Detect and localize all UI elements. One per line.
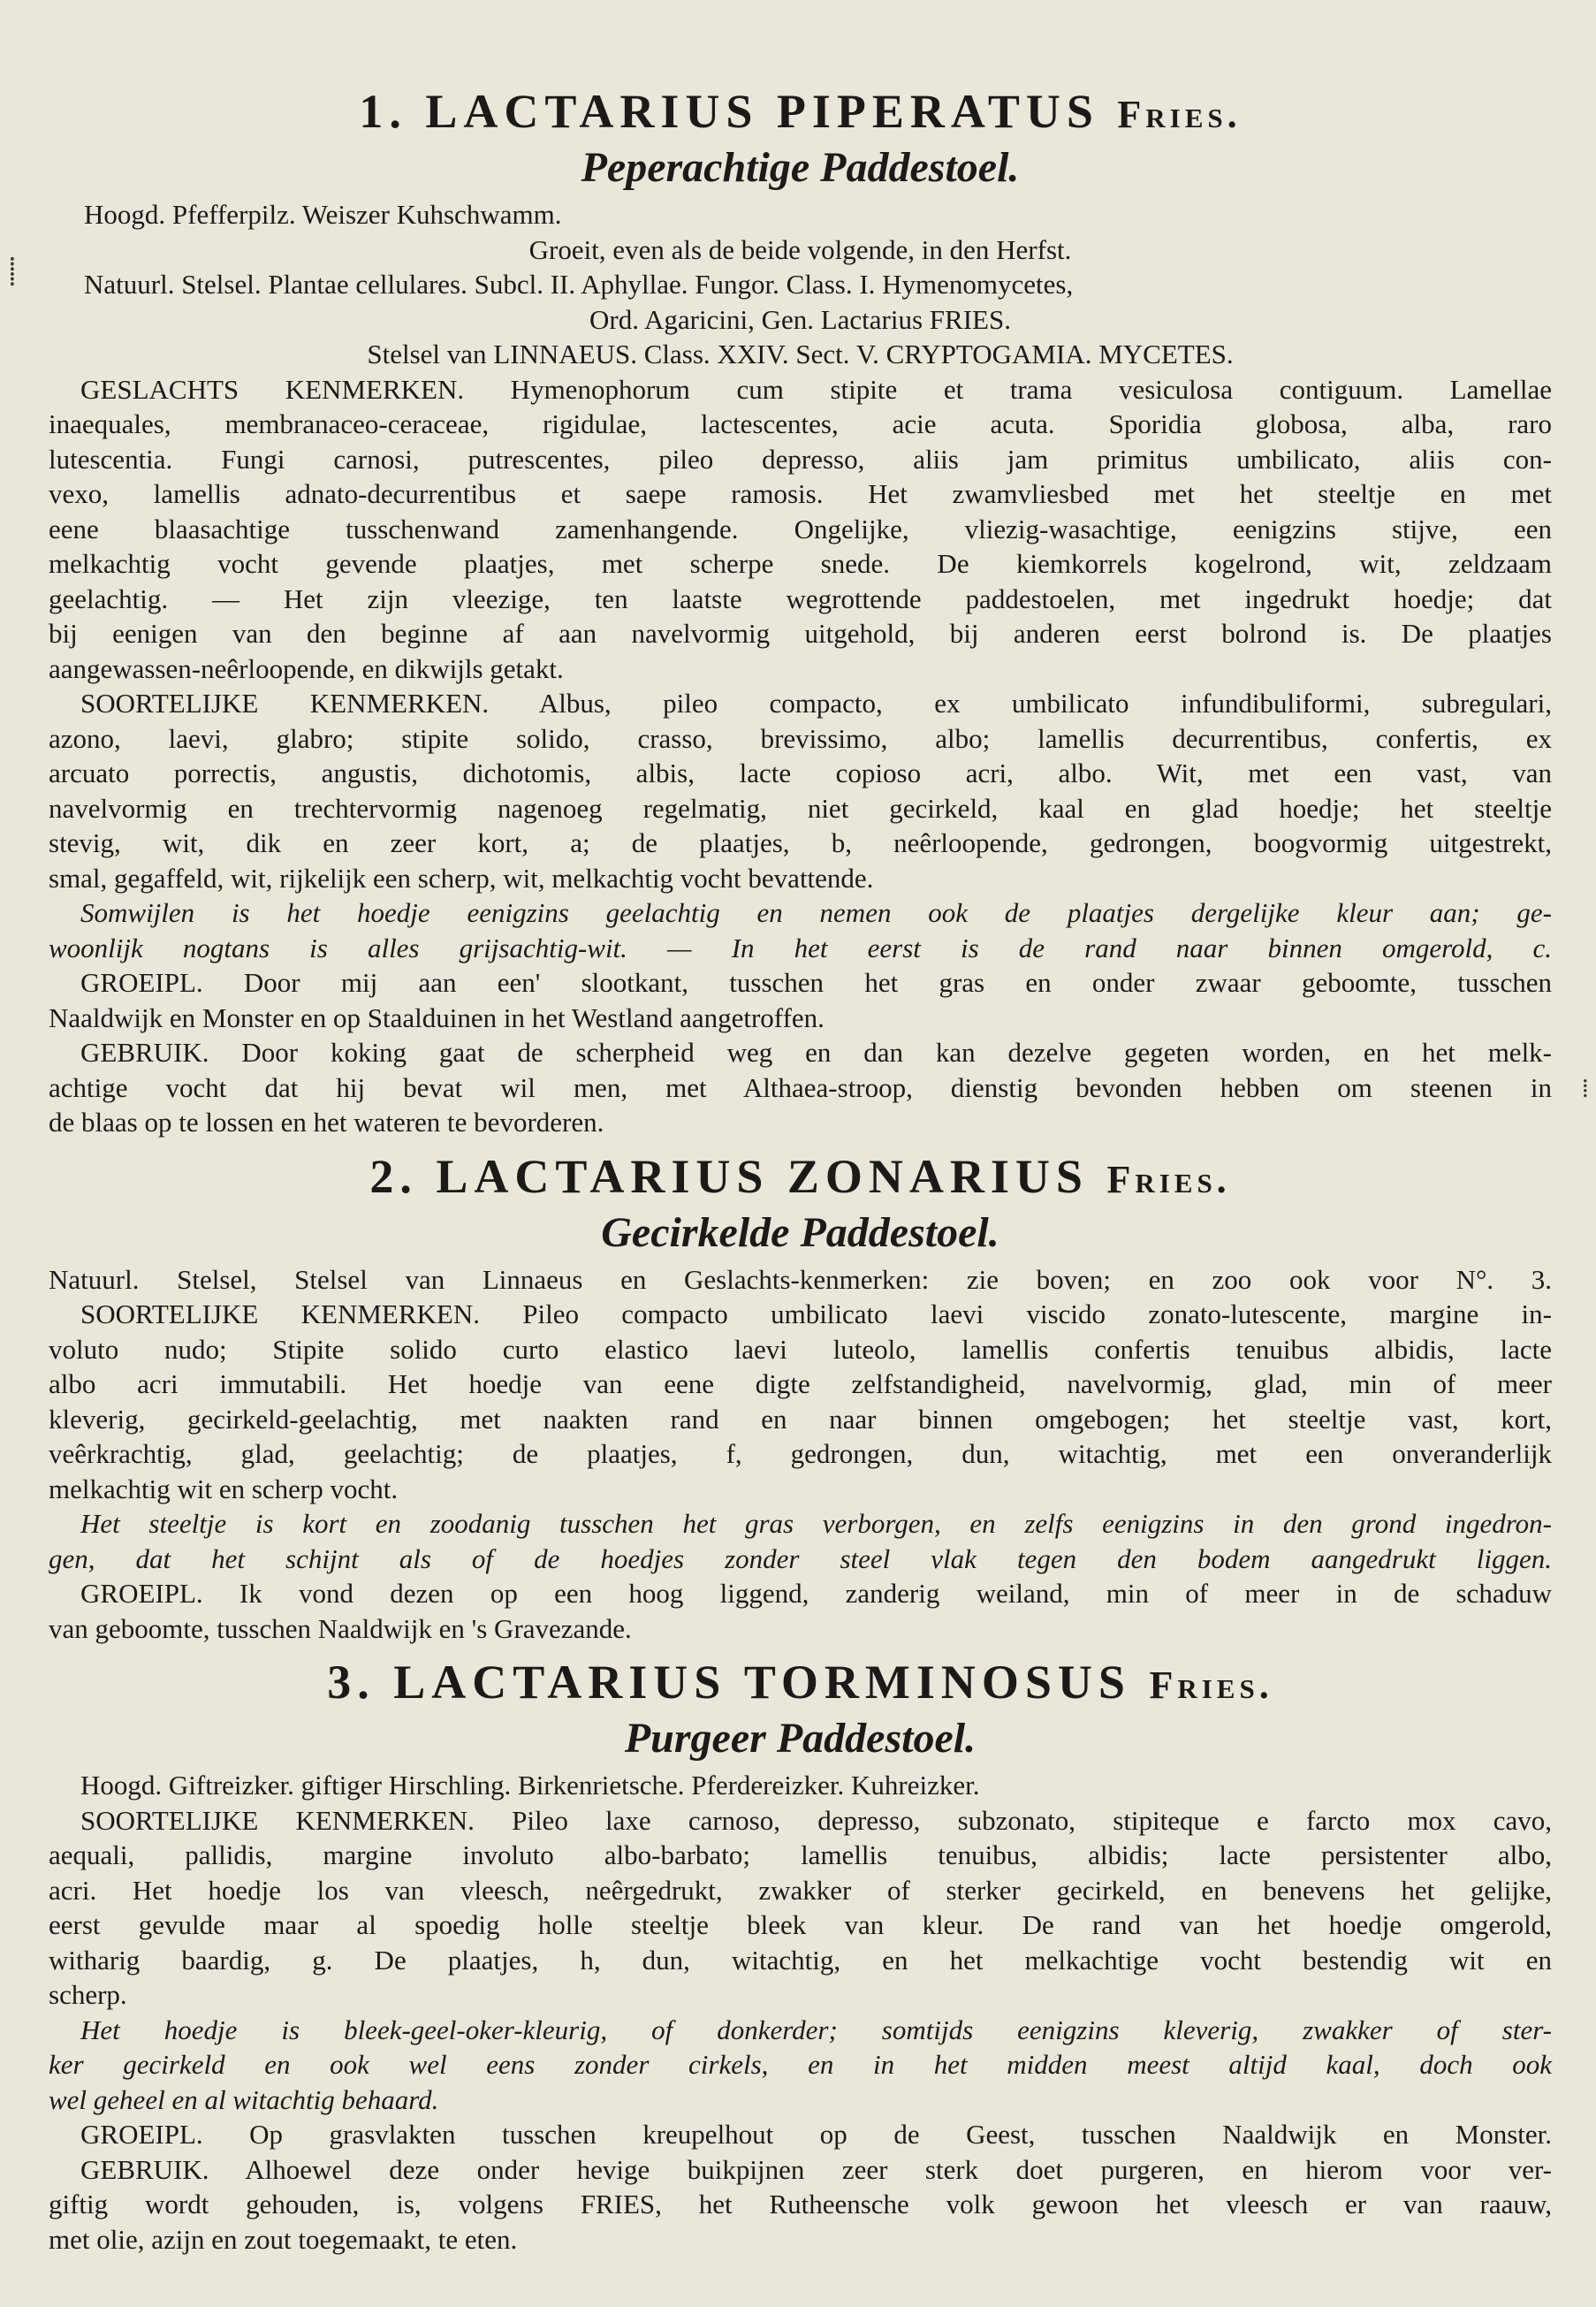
section-title [49,1149,1552,1207]
text-line: Naaldwijk en Monster en op Staalduinen in het Westland aangetroffen. [49,1001,825,1033]
text-line: Natuurl. Stelsel, Stelsel van Linnaeus en Geslachts-kenmerken: zie boven; en zoo ook voor N°. 3. [49,1263,1552,1295]
text-line: aangewassen-neêrloopende, en dikwijls getakt. [49,652,564,684]
text-line: acri. Het hoedje los van vleesch, neêrgedrukt, zwakker of sterker gecirkeld, en benevens het gelijke, [49,1874,1552,1906]
text-line: melkachtig vocht gevende plaatjes, met scherpe snede. De kiemkorrels kogelrond, wit, zeldzaam [49,548,1552,579]
text-line: kleverig, gecirkeld-geelachtig, met naakten rand en naar binnen omgebogen; het steeltje vast, kort, [49,1403,1552,1435]
text-line: GEBRUIK. Alhoewel deze onder hevige buikpijnen zeer sterk doet purgeren, en hierom voor ver- [80,2153,1552,2185]
species-author: Fries. [1106,1157,1231,1201]
species-name: LACTARIUS PIPERATUS [425,85,1099,138]
text-line: lutescentia. Fungi carnosi, putrescentes, pileo depresso, aliis jam primitus umbilicato, aliis con- [49,443,1552,475]
section-number: 3. [327,1656,376,1709]
text-line: gen, dat het schijnt als of de hoedjes zonder steel vlak tegen den bodem aangedrukt liggen. [49,1542,1552,1574]
text-line: Hoogd. Giftreizker. giftiger Hirschling. Birkenrietsche. Pferdereizker. Kuhreizker. [80,1770,980,1801]
text-line: Het steeltje is kort en zoodanig tusschen het gras verborgen, en zelfs eenigzins in den grond ingedron- [80,1508,1552,1539]
text-line: albo acri immutabili. Het hoedje van eene digte zelfstandigheid, navelvormig, glad, min of meer [49,1368,1552,1399]
text-line: met olie, azijn en zout toegemaakt, te eten. [49,2223,518,2255]
section-number: 1. [359,85,407,138]
species-author: Fries. [1149,1664,1273,1707]
species-name: LACTARIUS TORMINOSUS [393,1656,1131,1709]
dutch-name: Peperachtige Paddestoel. [581,144,1020,191]
text-line: scherp. [49,1979,127,2010]
margin-mark-left: ⸽ [9,257,16,286]
text-line: wel geheel en al witachtig behaard. [49,2083,439,2115]
text-line: GROEIPL. Op grasvlakten tusschen kreupelhout op de Geest, tusschen Naaldwijk en Monster. [80,2119,1552,2150]
section-number: 2. [369,1149,418,1203]
text-line: vexo, lamellis adnato-decurrentibus et saepe ramosis. Het zwamvliesbed met het steeltje en met [49,478,1552,509]
text-line: bij eenigen van den beginne af aan navelvormig uitgehold, bij anderen eerst bolrond is. De plaatjes [49,618,1552,649]
section-body [49,1262,1552,1647]
section-body [49,1768,1552,2257]
section-body [49,372,1552,1140]
text-line: GROEIPL. Ik vond dezen op een hoog liggend, zanderig weiland, min of meer in de schaduw [80,1578,1552,1609]
text-line: achtige vocht dat hij bevat wil men, met Althaea-stroop, dienstig bevonden hebben om steenen in [49,1071,1552,1103]
text-line: geelachtig. — Het zijn vleezige, ten laatste wegrottende paddestoelen, met ingedrukt hoedje; dat [49,582,1552,614]
text-line: giftig wordt gehouden, is, volgens FRIES, het Rutheensche volk gewoon het vleesch er van raauw, [49,2189,1552,2219]
text-line: Het hoedje is bleek-geel-oker-kleurig, of donkerder; somtijds eenigzins kleverig, zwakker of ster- [80,2014,1552,2045]
text-line: eene blaasachtige tusschenwand zamenhangende. Ongelijke, vliezig-wasachtige, eenigzins stijve, een [49,513,1552,544]
text-line: GROEIPL. Door mij aan een' slootkant, tusschen het gras en onder zwaar geboomte, tusschen [80,967,1552,998]
species-author: Fries. [1117,93,1242,136]
text-line: GEBRUIK. Door koking gaat de scherpheid weg en dan kan dezelve gegeten worden, en het melk- [80,1037,1552,1068]
text-line: SOORTELIJKE KENMERKEN. Pileo laxe carnoso, depresso, subzonato, stipiteque e farcto mox cavo, [80,1804,1552,1836]
text-line: witharig baardig, g. De plaatjes, h, dun, witachtig, en het melkachtige vocht bestendig wit en [49,1944,1552,1976]
dutch-name: Purgeer Paddestoel. [624,1715,977,1762]
header-line: Hoogd. Pfefferpilz. Weiszer Kuhschwamm. [84,199,562,230]
text-line: smal, gegaffeld, wit, rijkelijk een scherp, wit, melkachtig vocht bevattende. [49,862,874,894]
header-line: Natuurl. Stelsel. Plantae cellulares. Subcl. II. Aphyllae. Fungor. Class. I. Hymenomycetes, [84,269,1074,300]
text-line: aequali, pallidis, margine involuto albo-barbato; lamellis tenuibus, albidis; lacte persistenter albo, [49,1839,1552,1870]
text-line: Somwijlen is het hoedje eenigzins geelachtig en nemen ook de plaatjes dergelijke kleur aan; ge- [80,897,1552,928]
text-line: van geboomte, tusschen Naaldwijk en 's Gravezande. [49,1612,632,1644]
header-line: Ord. Agaricini, Gen. Lactarius FRIES. [589,303,1011,335]
species-name: LACTARIUS ZONARIUS [436,1149,1089,1203]
section-title [49,84,1552,142]
header-line: Stelsel van LINNAEUS. Class. XXIV. Sect. V. CRYPTOGAMIA. MYCETES. [367,339,1234,369]
text-line: navelvormig en trechtervormig nagenoeg regelmatig, niet gecirkeld, kaal en glad hoedje; het steeltje [49,792,1552,824]
header-line: Groeit, even als de beide volgende, in den Herfst. [528,233,1072,265]
margin-mark-right: ⁞ [1581,1074,1589,1103]
text-line: stevig, wit, dik en zeer kort, a; de plaatjes, b, neêrloopende, gedrongen, boogvormig uitgestrekt, [49,827,1552,858]
section-lactarius-piperatus [49,84,1552,1140]
text-line: inaequales, membranaceo-ceraceae, rigidulae, lactescentes, acie acuta. Sporidia globosa, alba, raro [49,408,1552,439]
text-line: GESLACHTS KENMERKEN. Hymenophorum cum stipite et trama vesiculosa contiguum. Lamellae [80,373,1552,405]
text-line: veêrkrachtig, glad, geelachtig; de plaatjes, f, gedrongen, dun, witachtig, met een onveranderlijk [49,1438,1552,1469]
text-line: SOORTELIJKE KENMERKEN. Pileo compacto umbilicato laevi viscido zonato-lutescente, margine in- [80,1298,1552,1329]
section-lactarius-torminosus [49,1655,1552,2257]
text-line: eerst gevulde maar al spoedig holle steeltje bleek van kleur. De rand van het hoedje omgerold, [49,1909,1552,1940]
text-line: azono, laevi, glabro; stipite solido, crasso, brevissimo, albo; lamellis decurrentibus, confertis, ex [49,722,1552,754]
section-title [49,1655,1552,1713]
text-line: ker gecirkeld en ook wel eens zonder cirkels, en in het midden meest altijd kaal, doch ook [49,2049,1552,2080]
dutch-name: Gecirkelde Paddestoel. [601,1208,999,1256]
section-lactarius-zonarius [49,1149,1552,1647]
text-line: de blaas op te lossen en het wateren te bevorderen. [49,1107,604,1138]
text-line: arcuato porrectis, angustis, dichotomis, albis, lacte copioso acri, albo. Wit, met een vast, van [49,758,1552,788]
text-line: voluto nudo; Stipite solido curto elastico laevi luteolo, lamellis confertis tenuibus albidis, lacte [49,1333,1552,1365]
text-line: SOORTELIJKE KENMERKEN. Albus, pileo compacto, ex umbilicato infundibuliformi, subregulari, [80,688,1552,719]
text-line: woonlijk nogtans is alles grijsachtig-wit. — In het eerst is de rand naar binnen omgerold, c. [49,932,1552,963]
text-line: melkachtig wit en scherp vocht. [49,1473,399,1504]
